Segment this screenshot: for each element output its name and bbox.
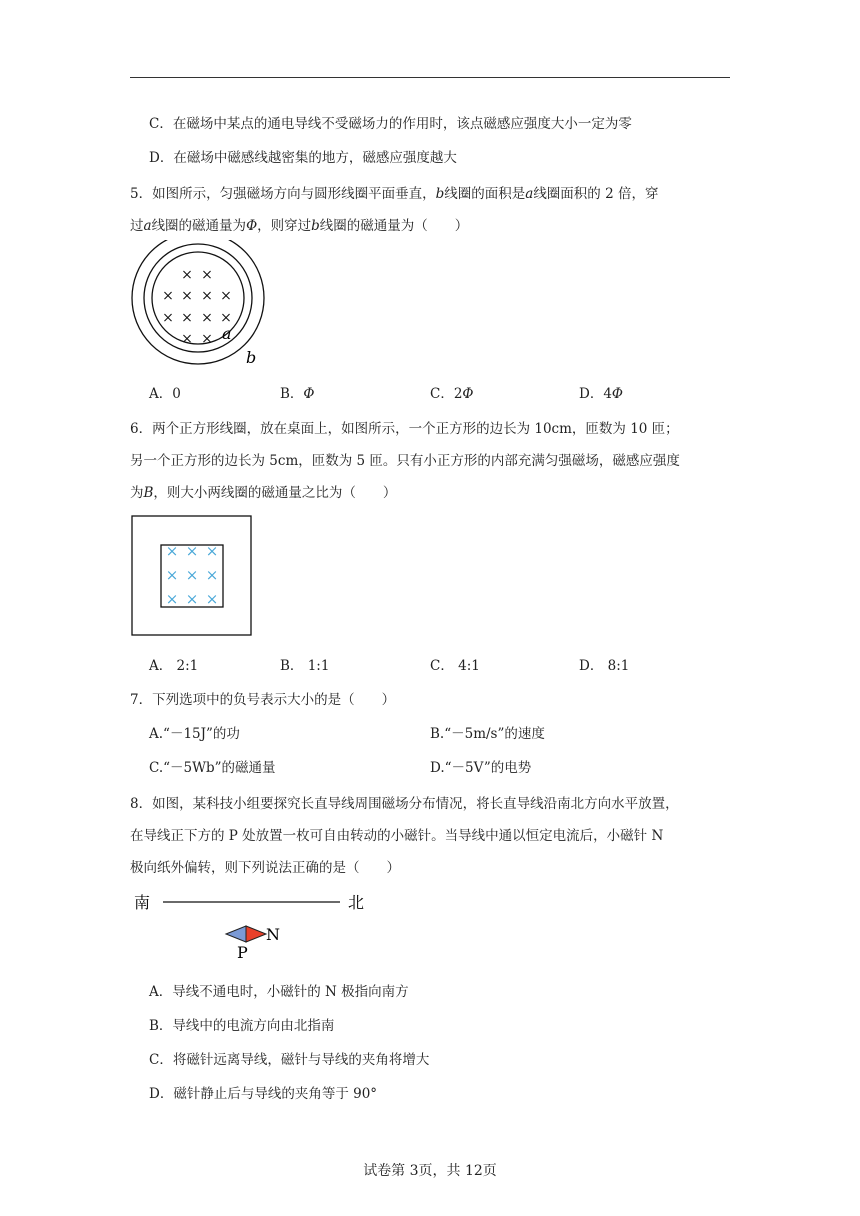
field-cross-mark: × [205,542,219,560]
needle-south-pole [226,926,246,942]
field-cross-mark: × [165,590,179,608]
label-b: b [246,348,257,367]
q6-option-c: C． 4:1 [430,658,480,674]
label-a: a [222,324,232,343]
field-cross-mark: × [181,310,193,326]
q7-option-c: C.“－5Wb”的磁通量 [149,760,276,776]
q5-option-c: C．2Φ [430,386,474,402]
q7-option-b: B.“－5m/s”的速度 [430,726,545,742]
field-cross-mark: × [181,267,193,283]
field-cross-mark: × [220,310,232,326]
q8-option-b: B．导线中的电流方向由北指南 [149,1018,335,1034]
q6-stem-line2: 另一个正方形的边长为 5cm，匝数为 5 匝。只有小正方形的内部充满匀强磁场，磁感应强度 [130,453,680,469]
q8-stem-line3: 极向纸外偏转，则下列说法正确的是（ ） [130,860,400,876]
field-cross-mark: × [165,566,179,584]
field-cross-mark: × [181,331,193,347]
needle-north-pole [246,926,266,942]
field-cross-mark: × [220,288,232,304]
field-cross-mark: × [162,310,174,326]
header-rule [130,77,730,78]
field-cross-mark: × [185,542,199,560]
q4-option-c: C．在磁场中某点的通电导线不受磁场力的作用时，该点磁感应强度大小一定为零 [149,116,632,132]
field-cross-mark: × [201,288,213,304]
q7-option-a: A.“－15J”的功 [149,726,240,742]
field-cross-mark: × [181,288,193,304]
field-cross-mark: × [165,542,179,560]
q6-stem-line1: 6．两个正方形线圈，放在桌面上，如图所示，一个正方形的边长为 10cm，匝数为 10 匝； [130,421,679,437]
q5-coil-figure [125,240,275,370]
field-cross-mark: × [185,590,199,608]
outer-coil-b-inner-edge [144,244,252,352]
field-cross-mark: × [185,566,199,584]
field-cross-mark: × [205,566,219,584]
label-south: 南 [134,893,151,912]
q8-stem-line2: 在导线正下方的 P 处放置一枚可自由转动的小磁针。当导线中通以恒定电流后，小磁针 N [130,828,664,844]
q7-stem: 7．下列选项中的负号表示大小的是（ ） [130,692,396,708]
page-footer: 试卷第 3页，共 12页 [363,1163,497,1179]
q5-option-d: D．4Φ [579,386,623,402]
field-cross-mark: × [201,267,213,283]
label-p: P [237,943,248,962]
q5-stem-line1: 5．如图所示，匀强磁场方向与圆形线圈平面垂直，b线圈的面积是a线圈面积的 2 倍，穿 [130,186,659,202]
q8-option-c: C．将磁针远离导线，磁针与导线的夹角将增大 [149,1052,430,1068]
label-north: 北 [348,893,365,912]
q6-square-coils-figure [128,512,258,640]
q6-option-d: D． 8:1 [579,658,630,674]
label-n: N [266,925,280,944]
q5-option-a: A．0 [149,386,181,402]
field-cross-mark: × [205,590,219,608]
q6-stem-line3: 为B，则大小两线圈的磁通量之比为（ ） [130,485,397,501]
field-cross-mark: × [201,310,213,326]
q6-option-a: A． 2:1 [149,658,199,674]
q8-wire-needle-figure [128,888,388,968]
field-cross-mark: × [201,331,213,347]
q5-option-b: B．Φ [280,386,315,402]
q8-option-d: D．磁针静止后与导线的夹角等于 90° [149,1086,378,1102]
q6-option-b: B． 1:1 [280,658,330,674]
magnetic-field-crosses [166,542,219,608]
q5-stem-line2: 过a线圈的磁通量为Φ，则穿过b线圈的磁通量为（ ） [130,218,469,234]
q7-option-d: D.“－5V”的电势 [430,760,532,776]
field-cross-mark: × [162,288,174,304]
q4-option-d: D．在磁场中磁感线越密集的地方，磁感应强度越大 [149,150,457,166]
q8-stem-line1: 8．如图，某科技小组要探究长直导线周围磁场分布情况，将长直导线沿南北方向水平放置， [130,796,679,812]
q8-option-a: A．导线不通电时，小磁针的 N 极指向南方 [149,984,409,1000]
